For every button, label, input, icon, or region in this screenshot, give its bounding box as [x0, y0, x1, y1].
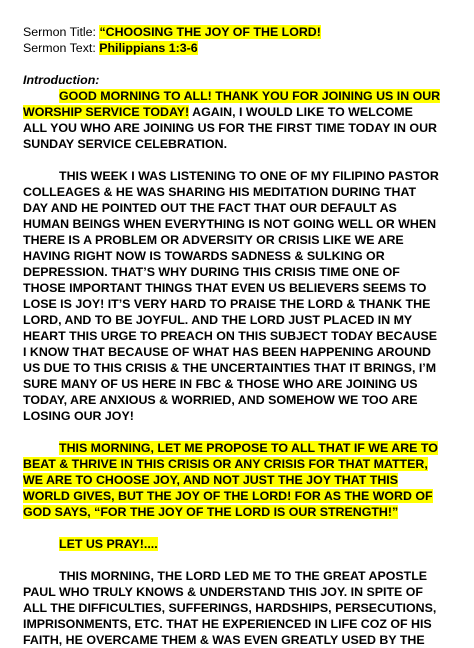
paragraph-line: LOSING OUR JOY! — [23, 409, 134, 423]
paragraph-line: LOSE IS JOY! IT’S VERY HARD TO PRAISE THE LORD & THANK THE — [23, 297, 431, 311]
paragraph-text: THIS WEEK I WAS LISTENING TO ONE OF MY FILIPINO PASTOR — [59, 169, 439, 183]
highlighted-text: WORLD GIVES, BUT THE JOY OF THE LORD! FOR AS THE WORD OF — [23, 489, 433, 503]
paragraph-line: PAUL WHO TRULY KNOWS & UNDERSTAND THIS JOY. IN SPITE OF — [23, 585, 423, 599]
paragraph-line — [23, 456, 453, 472]
paragraph-text: THIS MORNING, THE LORD LED ME TO THE GREAT APOSTLE — [59, 569, 428, 583]
paragraph-line: THOSE IMPORTANT THINGS THAT EVEN US BELIEVERS SEEMS TO — [23, 281, 427, 295]
paragraph-line: US DUE TO THIS CRISIS & THE UNCERTAINTIES THAT IT BRINGS, I’M — [23, 361, 437, 375]
paragraph-line: HUMAN BEINGS WHEN EVERYTHING IS NOT GOING WELL OR WHEN — [23, 217, 437, 231]
spacer — [23, 424, 453, 440]
paragraph-line: LORD, AND TO BE JOYFUL. AND THE LORD JUST PLACED IN MY — [23, 313, 413, 327]
paragraph-line: HAVING RIGHT NOW IS TOWARDS SADNESS & SULKING OR — [23, 249, 385, 263]
paragraph-line: TODAY, ARE ANXIOUS & WORRIED, AND SOMEHOW WE TOO ARE — [23, 393, 418, 407]
paragraph-line — [23, 504, 453, 520]
highlighted-text: GOD SAYS, “FOR THE JOY OF THE LORD IS OUR STRENGTH!” — [23, 505, 399, 519]
paragraph-meditation — [23, 168, 453, 424]
introduction-heading: Introduction: — [23, 73, 100, 87]
sermon-title-value: “CHOOSING THE JOY OF THE LORD! — [99, 25, 321, 39]
spacer — [23, 56, 453, 72]
spacer — [23, 520, 453, 536]
paragraph-line: HEART THIS URGE TO PREACH ON THIS SUBJECT TODAY BECAUSE — [23, 329, 437, 343]
highlighted-text: GOOD MORNING TO ALL! THANK YOU FOR JOINING US IN OUR — [59, 89, 441, 103]
paragraph-line: SUNDAY SERVICE CELEBRATION. — [23, 137, 228, 151]
paragraph-choose-joy — [23, 440, 453, 520]
sermon-title-line — [23, 24, 453, 40]
paragraph-line: COLLEAGES & HE WAS SHARING HIS MEDITATION DURING THAT — [23, 185, 417, 199]
paragraph-line — [23, 536, 453, 552]
sermon-text-line — [23, 40, 453, 56]
paragraph-line: ALL THE DIFFICULTIES, SUFFERINGS, HARDSHIPS, PERSECUTIONS, — [23, 601, 437, 615]
spacer — [23, 152, 453, 168]
paragraph-line — [23, 440, 453, 456]
highlighted-text: BEAT & THRIVE IN THIS CRISIS OR ANY CRISIS FOR THAT MATTER, — [23, 457, 428, 471]
paragraph-line — [23, 104, 453, 120]
highlighted-text: WE ARE TO CHOOSE JOY, AND NOT JUST THE JOY THAT THIS — [23, 473, 398, 487]
paragraph-line: FAITH, HE OVERCAME THEM & WAS EVEN GREATLY USED BY THE — [23, 633, 425, 647]
highlighted-text: WORSHIP SERVICE TODAY! — [23, 105, 190, 119]
paragraph-line: IMPRISONMENTS, ETC. THAT HE EXPERIENCED IN LIFE COZ OF HIS — [23, 617, 432, 631]
paragraph-line: SURE MANY OF US HERE IN FBC & THOSE WHO ARE JOINING US — [23, 377, 418, 391]
paragraph-line: DAY AND HE POINTED OUT THE FACT THAT OUR DEFAULT AS — [23, 201, 397, 215]
paragraph-line — [23, 88, 453, 104]
sermon-title-label: Sermon Title: — [23, 25, 100, 39]
paragraph-line: I KNOW THAT BECAUSE OF WHAT HAS BEEN HAPPENING AROUND — [23, 345, 431, 359]
paragraph-text: AGAIN, I WOULD LIKE TO WELCOME — [189, 105, 413, 119]
spacer — [23, 552, 453, 568]
paragraph-line — [23, 568, 453, 584]
paragraph-line — [23, 472, 453, 488]
highlighted-text: THIS MORNING, LET ME PROPOSE TO ALL THAT IF WE ARE TO — [59, 441, 438, 455]
paragraph-line: DEPRESSION. THAT’S WHY DURING THIS CRISIS TIME ONE OF — [23, 265, 400, 279]
sermon-text-value: Philippians 1:3-6 — [99, 41, 198, 55]
paragraph-prayer — [23, 536, 453, 552]
highlighted-text: LET US PRAY!.... — [59, 537, 158, 551]
sermon-text-label: Sermon Text: — [23, 41, 100, 55]
paragraph-line — [23, 168, 453, 184]
paragraph-line — [23, 488, 453, 504]
document-page — [23, 24, 453, 648]
paragraph-apostle-paul — [23, 568, 453, 648]
paragraph-line: THERE IS A PROBLEM OR ADVERSITY OR CRISIS LIKE WE ARE — [23, 233, 404, 247]
paragraph-welcome — [23, 88, 453, 152]
paragraph-line: ALL YOU WHO ARE JOINING US FOR THE FIRST TIME TODAY IN OUR — [23, 121, 437, 135]
